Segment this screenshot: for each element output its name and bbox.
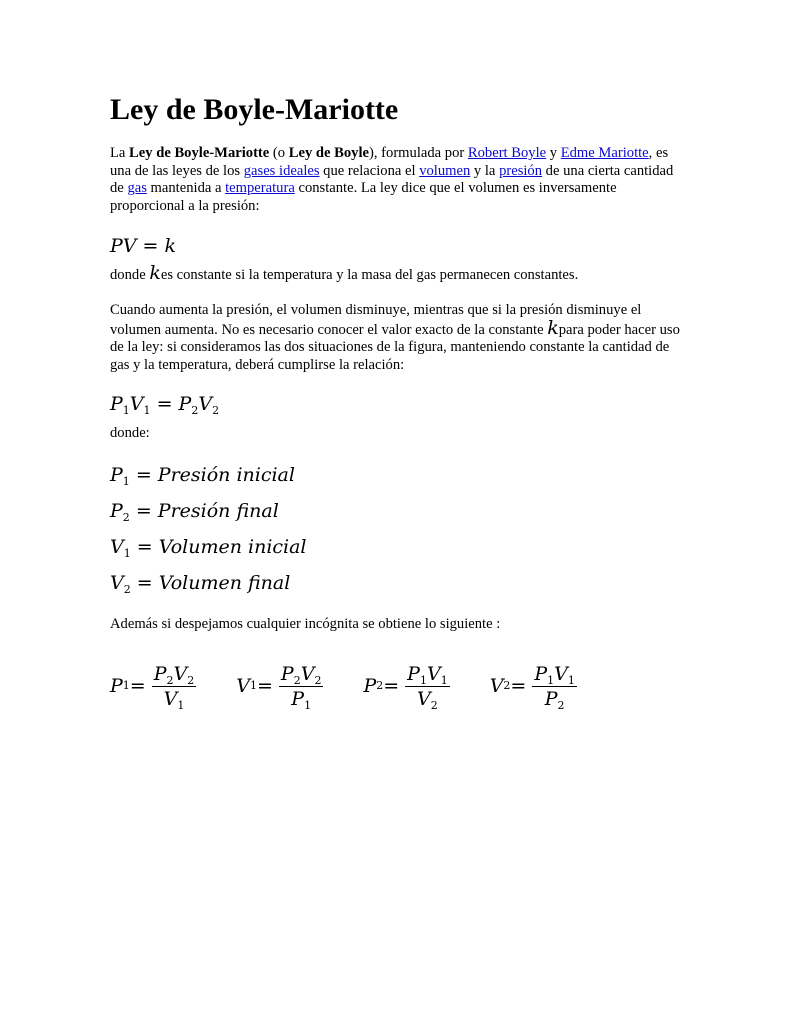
denominator — [417, 687, 438, 712]
sym: P — [407, 662, 420, 685]
intro-text: ), formulada por — [369, 145, 468, 161]
solved-formulas — [110, 662, 682, 712]
link-presion[interactable]: presión — [499, 162, 543, 179]
sub: 1 — [122, 474, 130, 488]
sym: P — [363, 675, 377, 698]
paragraph-text: donde — [110, 267, 150, 284]
sym: V — [489, 675, 504, 698]
sub: 1 — [304, 698, 312, 712]
sub: 2 — [122, 510, 130, 524]
donde-k-paragraph — [110, 262, 682, 285]
formula-p2: P 2 = $\frac{P_1V_1}{V_2}$ — [363, 662, 448, 712]
formula-v2: V 2 = $\frac{P_1V_1}{P_2}$ — [489, 662, 575, 712]
sub: 2 — [293, 673, 301, 687]
sym: P — [534, 662, 548, 685]
explanation-paragraph — [110, 302, 682, 374]
numerator — [532, 664, 577, 687]
eq-sign: = — [129, 463, 158, 486]
sub: 2 — [187, 673, 195, 687]
sym: P — [544, 687, 558, 710]
page-title: Ley de Boyle-Mariotte — [110, 93, 399, 126]
numerator — [152, 664, 197, 687]
solve-paragraph: Además si despejamos cualquier incógnita se obtiene lo siguiente : — [110, 615, 501, 632]
sym: P — [178, 393, 192, 416]
link-edme-mariotte[interactable]: Edme Mariotte — [560, 145, 649, 161]
eq-sign: = — [256, 675, 273, 698]
sub: 1 — [123, 546, 131, 560]
eq-sign: = — [150, 393, 179, 416]
paragraph-text: Cuando aumenta la presión, el volumen disminuye, mientras que si la presión disminuye el volumen aumenta. No es necesario conocer el valor exacto de la constante — [110, 301, 642, 338]
inline-k-symbol: k — [149, 262, 161, 285]
sub: 2 — [212, 404, 220, 418]
link-temperatura[interactable]: temperatura — [225, 180, 295, 197]
eq-lhs: PV — [110, 235, 137, 258]
definition-v1 — [110, 529, 682, 565]
sym: P — [110, 499, 123, 522]
eq-sign: = — [383, 675, 400, 698]
sym: V — [236, 675, 250, 698]
intro-text: , es una de las leyes de los — [110, 145, 669, 179]
denominator — [163, 687, 185, 712]
sym: V — [417, 687, 431, 710]
numerator — [405, 664, 450, 687]
eq-sign: = — [130, 571, 159, 594]
link-volumen[interactable]: volumen — [419, 162, 471, 179]
sub: 1 — [143, 404, 151, 418]
definition-text: Volumen inicial — [158, 535, 307, 558]
link-gases-ideales[interactable]: gases ideales — [243, 162, 320, 179]
intro-text: constante. La ley dice que el volumen es inversamente proporcional a la presión: — [110, 180, 617, 214]
denominator — [544, 687, 565, 712]
sub: 1 — [122, 404, 130, 418]
definition-list — [110, 457, 682, 601]
sym: P — [153, 662, 167, 685]
eq-sign: = — [510, 675, 527, 698]
sub: 2 — [166, 673, 174, 687]
eq-sign: = — [130, 535, 159, 558]
link-gas[interactable]: gas — [127, 180, 147, 197]
link-robert-boyle[interactable]: Robert Boyle — [467, 145, 547, 161]
intro-text: de una cierta cantidad de — [110, 162, 674, 197]
eq-rhs: k — [164, 235, 177, 258]
sym: P — [291, 687, 305, 710]
sub: 1 — [567, 673, 575, 687]
sub: 2 — [191, 404, 199, 418]
sym: V — [110, 571, 124, 594]
definition-text: Presión final — [157, 499, 279, 522]
intro-text: (o — [269, 145, 289, 161]
sym: V — [129, 393, 144, 416]
sym: P — [110, 675, 123, 698]
donde-label: donde: — [110, 425, 150, 442]
sym: V — [110, 535, 124, 558]
sub: 1 — [547, 673, 555, 687]
sym: V — [426, 662, 441, 685]
sym: P — [110, 463, 123, 486]
sub: 1 — [440, 673, 448, 687]
intro-text: y — [546, 145, 561, 161]
eq-sign: = — [129, 675, 146, 698]
intro-text: que relaciona el — [319, 162, 420, 179]
sub: 2 — [430, 698, 438, 712]
numerator — [279, 664, 324, 687]
inline-k-symbol: k — [547, 316, 559, 339]
sym: V — [173, 662, 188, 685]
sym: V — [300, 662, 315, 685]
sub: 1 — [177, 698, 185, 712]
definition-v2 — [110, 565, 682, 601]
equation-pv-k — [110, 232, 682, 260]
definition-p2 — [110, 493, 682, 529]
article — [110, 90, 682, 712]
equation-p1v1-p2v2 — [110, 390, 682, 418]
sym: V — [163, 687, 178, 710]
bold-term-boyle: Ley de Boyle — [288, 145, 369, 161]
intro-text: La — [110, 145, 130, 161]
sym: P — [110, 393, 123, 416]
sym: P — [280, 662, 294, 685]
sub: 2 — [123, 582, 131, 596]
formula-v1: V 1 = $\frac{P_2V_2}{P_1}$ — [236, 662, 322, 712]
intro-paragraph — [110, 145, 682, 215]
sub: 2 — [314, 673, 322, 687]
paragraph-text: es constante si la temperatura y la masa del gas permanecen constantes. — [160, 267, 579, 284]
sym: V — [198, 393, 213, 416]
intro-text: y la — [470, 162, 500, 179]
intro-text: mantenida a — [146, 180, 226, 197]
eq-sign: = — [129, 499, 158, 522]
formula-p1: P 1 = $\frac{P_2V_2}{V_1}$ — [110, 662, 195, 712]
paragraph-text: para poder hacer uso de la ley: si consideramos las dos situaciones de la figura, manteniendo constante la cantidad de gas y la temperatura, deberá cumplirse la relación: — [110, 321, 680, 373]
definition-p1 — [110, 457, 682, 493]
denominator — [291, 687, 312, 712]
sub: 1 — [419, 673, 427, 687]
sub: 2 — [557, 698, 565, 712]
definition-text: Presión inicial — [157, 463, 295, 486]
sym: V — [554, 662, 568, 685]
eq-sign: = — [136, 235, 165, 258]
bold-term-boyle-mariotte: Ley de Boyle-Mariotte — [129, 145, 270, 161]
definition-text: Volumen final — [158, 571, 291, 594]
